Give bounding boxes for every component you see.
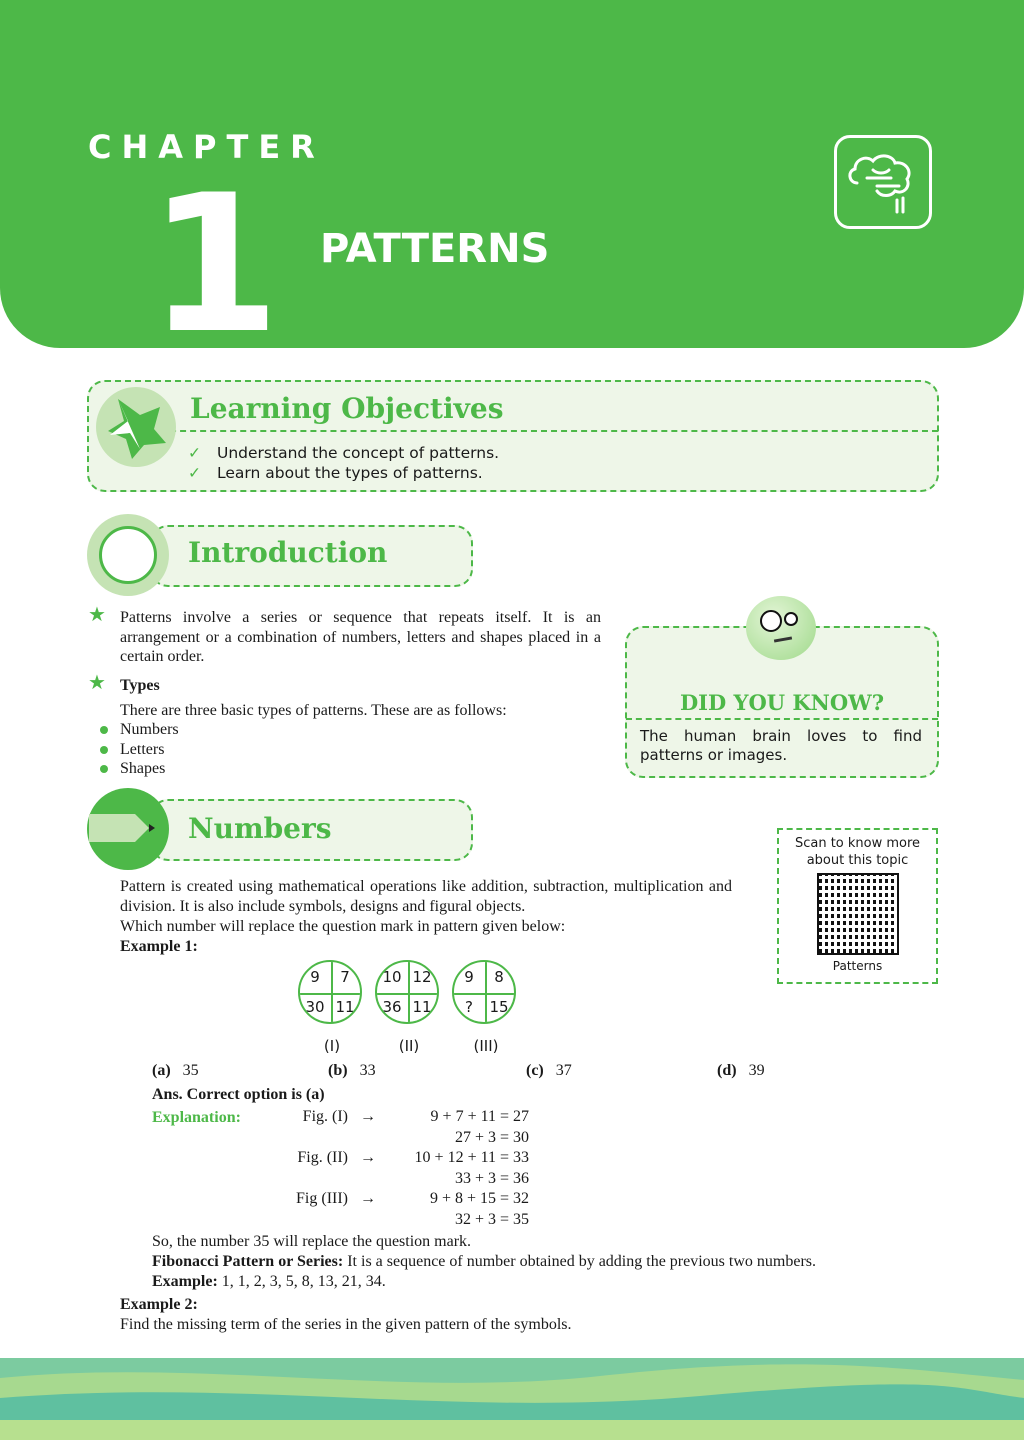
explanation-fig: Fig (III)	[296, 1190, 348, 1207]
figure-cell: 30	[305, 998, 325, 1016]
fibonacci-example: Example: 1, 1, 2, 3, 5, 8, 13, 21, 34.	[152, 1273, 386, 1290]
did-you-know-text: The human brain loves to find patterns or images.	[640, 727, 922, 764]
explanation-label: Explanation:	[152, 1109, 241, 1126]
chapter-title: PATTERNS	[320, 226, 550, 272]
explanation-rhs: = 36	[500, 1169, 530, 1187]
explanation-arrow	[348, 1169, 378, 1190]
figure-cell: 15	[489, 998, 509, 1016]
explanation-lhs: 32 + 3	[454, 1210, 496, 1228]
explanation-rhs: = 33	[500, 1149, 530, 1166]
objective-item: ✓ Learn about the types of patterns.	[188, 464, 483, 482]
explanation-lhs: 33 + 3	[454, 1169, 496, 1187]
thinking-face-icon	[746, 596, 816, 660]
explanation-rhs: = 30	[500, 1128, 530, 1146]
ring-icon	[87, 514, 169, 596]
explanation-rhs: = 27	[500, 1108, 530, 1125]
figure-cell: 11	[335, 998, 355, 1016]
option-b: (b) 33	[328, 1062, 376, 1079]
figure-cell: 12	[412, 968, 432, 986]
figure-cell: 9	[464, 968, 474, 986]
option-d: (d) 39	[717, 1062, 765, 1079]
explanation-arrow: →	[360, 1149, 376, 1166]
list-item: Shapes	[100, 759, 179, 779]
option-a: (a) 35	[152, 1062, 199, 1079]
qr-caption: Scan to know more about this topic	[794, 836, 921, 868]
qr-box	[777, 828, 938, 984]
figure-label: (II)	[398, 1037, 420, 1055]
objectives-title: Learning Objectives	[190, 392, 504, 425]
qr-code[interactable]	[817, 873, 899, 955]
brain-icon	[834, 135, 932, 229]
explanation-fig: Fig. (I)	[302, 1108, 348, 1125]
explanation-rhs: = 32	[500, 1190, 530, 1207]
explanation-arrow	[348, 1210, 378, 1231]
numbers-paragraph: Pattern is created using mathematical operations like addition, subtraction, multiplication and division. It is also include symbols, designs and figural objects.	[120, 878, 732, 915]
explanation-row	[290, 1128, 556, 1149]
explanation-row	[290, 1169, 556, 1190]
introduction-title: Introduction	[188, 536, 388, 569]
qr-label: Patterns	[832, 959, 883, 973]
explanation-row	[290, 1148, 556, 1169]
figure-label: (I)	[323, 1037, 341, 1055]
explanation-lhs: 9 + 7 + 11	[430, 1108, 496, 1125]
numbers-question: Which number will replace the question mark in pattern given below:	[120, 918, 566, 935]
types-intro: There are three basic types of patterns. These are as follows:	[120, 702, 507, 719]
pattern-figure	[375, 960, 439, 1024]
did-you-know-title: DID YOU KNOW?	[679, 690, 885, 715]
explanation-fig	[290, 1128, 348, 1149]
figure-cell: 8	[494, 968, 504, 986]
pencil-icon	[87, 788, 169, 870]
answer: Ans. Correct option is (a)	[152, 1086, 325, 1103]
figure-cell: 36	[382, 998, 402, 1016]
explanation-fig	[290, 1169, 348, 1190]
explanation-lhs: 10 + 12 + 11	[414, 1149, 496, 1166]
fibonacci-definition: Fibonacci Pattern or Series: It is a sequence of number obtained by adding the previous two numbers.	[152, 1253, 816, 1270]
pattern-figure	[298, 960, 362, 1024]
figure-cell: 10	[382, 968, 402, 986]
footer-wave	[0, 1358, 1024, 1440]
explanation-row	[290, 1107, 556, 1128]
figure-label: (III)	[473, 1037, 499, 1055]
explanation-rhs: = 35	[500, 1210, 530, 1228]
list-item: Numbers	[100, 720, 179, 740]
option-c: (c) 37	[526, 1062, 572, 1079]
explanation-arrow: →	[360, 1108, 376, 1125]
example1-label: Example 1:	[120, 938, 198, 955]
types-list	[100, 720, 179, 779]
figure-cell: 7	[340, 968, 350, 986]
pattern-figure	[452, 960, 516, 1024]
objective-item: ✓ Understand the concept of patterns.	[188, 444, 500, 462]
numbers-title: Numbers	[188, 812, 332, 845]
objectives-list	[188, 443, 499, 483]
star-bullet-icon: ★	[88, 672, 106, 694]
explanation-row	[290, 1189, 556, 1210]
figure-cell: 11	[412, 998, 432, 1016]
introduction-paragraph: Patterns involve a series or sequence that repeats itself. It is an arrangement or a combination of numbers, letters and shapes placed in a certain order.	[120, 609, 601, 665]
explanation-lhs: 27 + 3	[454, 1128, 496, 1146]
star-bullet-icon: ★	[88, 604, 106, 626]
conclusion: So, the number 35 will replace the question mark.	[152, 1233, 472, 1250]
chapter-number: 1	[148, 154, 281, 375]
explanation-arrow: →	[360, 1190, 376, 1207]
example2-text: Find the missing term of the series in the given pattern of the symbols.	[120, 1316, 572, 1333]
figure-cell: 9	[310, 968, 320, 986]
explanation-fig: Fig. (II)	[297, 1149, 348, 1166]
star-icon	[96, 387, 176, 467]
chapter-label: CHAPTER	[88, 128, 325, 166]
types-title: Types	[120, 677, 160, 694]
explanation-fig	[290, 1210, 348, 1231]
explanation-lhs: 9 + 8 + 15	[429, 1190, 496, 1207]
example2-label: Example 2:	[120, 1296, 198, 1313]
list-item: Letters	[100, 740, 179, 760]
explanation-arrow	[348, 1128, 378, 1149]
figure-cell: ?	[465, 998, 473, 1016]
explanation-row	[290, 1210, 556, 1231]
